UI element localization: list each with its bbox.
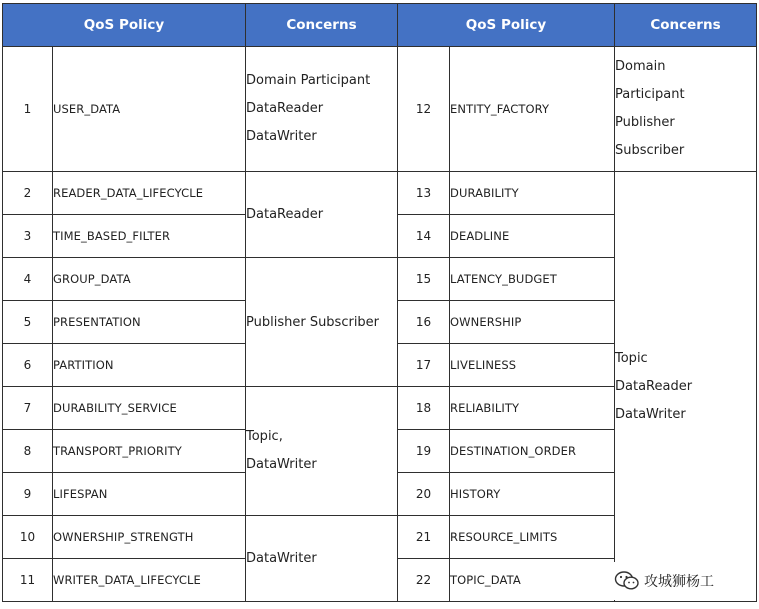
watermark: [614, 562, 756, 600]
concerns-cell: [615, 172, 757, 602]
policy-name: PRESENTATION: [53, 301, 246, 344]
watermark-text: 攻城狮杨工: [644, 574, 714, 590]
concerns-cell: [615, 47, 757, 172]
policy-name: RESOURCE_LIMITS: [450, 516, 615, 559]
concerns-cell: DataReader: [246, 172, 398, 258]
header-qos-policy-right: QoS Policy: [398, 4, 615, 47]
policy-number: 17: [398, 344, 450, 387]
policy-name: READER_DATA_LIFECYCLE: [53, 172, 246, 215]
policy-name: DEADLINE: [450, 215, 615, 258]
concern-line: DataReader: [615, 378, 693, 394]
policy-name: LIVELINESS: [450, 344, 615, 387]
policy-name: TRANSPORT_PRIORITY: [53, 430, 246, 473]
policy-name: ENTITY_FACTORY: [450, 47, 615, 172]
policy-number: 15: [398, 258, 450, 301]
policy-name: DURABILITY_SERVICE: [53, 387, 246, 430]
header-concerns-left: Concerns: [246, 4, 398, 47]
concern-line: DataWriter: [615, 406, 686, 422]
policy-number: 11: [3, 559, 53, 602]
policy-number: 1: [3, 47, 53, 172]
header-qos-policy-left: QoS Policy: [3, 4, 246, 47]
policy-number: 9: [3, 473, 53, 516]
table-row: [3, 172, 757, 215]
qos-policy-table: [2, 3, 757, 602]
policy-number: 7: [3, 387, 53, 430]
policy-number: 5: [3, 301, 53, 344]
concern-line: Subscriber: [615, 143, 685, 158]
policy-number: 22: [398, 559, 450, 602]
concern-line: DataWriter: [246, 457, 317, 472]
policy-name: DURABILITY: [450, 172, 615, 215]
policy-number: 4: [3, 258, 53, 301]
header-row: [3, 4, 757, 47]
header-concerns-right: Concerns: [615, 4, 757, 47]
concerns-cell: Publisher Subscriber: [246, 258, 398, 387]
policy-name: WRITER_DATA_LIFECYCLE: [53, 559, 246, 602]
policy-name: USER_DATA: [53, 47, 246, 172]
policy-name: GROUP_DATA: [53, 258, 246, 301]
concern-line: DataWriter: [246, 129, 317, 144]
wechat-icon: [614, 570, 640, 592]
policy-name: LIFESPAN: [53, 473, 246, 516]
policy-number: 6: [3, 344, 53, 387]
policy-number: 2: [3, 172, 53, 215]
concern-line: Participant: [615, 87, 685, 102]
concern-line: Domain Participant: [246, 73, 371, 88]
policy-name: RELIABILITY: [450, 387, 615, 430]
policy-name: HISTORY: [450, 473, 615, 516]
concern-line: Topic,: [246, 429, 283, 444]
policy-name: TIME_BASED_FILTER: [53, 215, 246, 258]
policy-name: OWNERSHIP: [450, 301, 615, 344]
concerns-cell: [246, 47, 398, 172]
policy-name: DESTINATION_ORDER: [450, 430, 615, 473]
concern-line: Domain: [615, 59, 666, 74]
policy-number: 16: [398, 301, 450, 344]
policy-number: 13: [398, 172, 450, 215]
policy-name: OWNERSHIP_STRENGTH: [53, 516, 246, 559]
policy-number: 18: [398, 387, 450, 430]
policy-name: TOPIC_DATA: [450, 559, 615, 602]
policy-number: 8: [3, 430, 53, 473]
table-row: [3, 47, 757, 172]
concerns-cell: [246, 387, 398, 516]
policy-name: PARTITION: [53, 344, 246, 387]
concern-line: Publisher: [615, 115, 675, 130]
concern-line: DataReader: [246, 101, 324, 116]
concerns-cell: DataWriter: [246, 516, 398, 602]
policy-number: 19: [398, 430, 450, 473]
policy-number: 12: [398, 47, 450, 172]
policy-name: LATENCY_BUDGET: [450, 258, 615, 301]
policy-number: 21: [398, 516, 450, 559]
concern-line: Topic: [615, 350, 648, 366]
policy-number: 3: [3, 215, 53, 258]
policy-number: 14: [398, 215, 450, 258]
policy-number: 20: [398, 473, 450, 516]
policy-number: 10: [3, 516, 53, 559]
